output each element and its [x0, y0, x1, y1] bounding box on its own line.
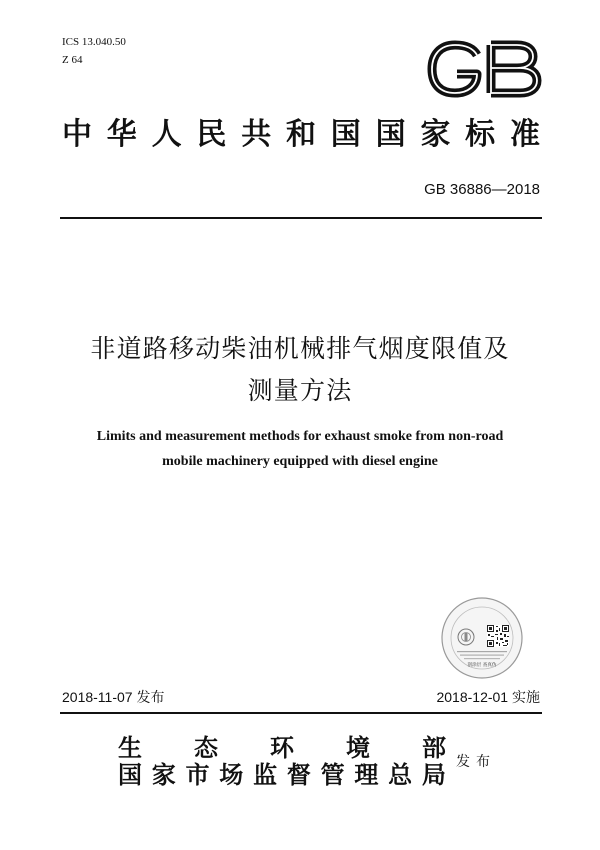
heading-char: 总 — [388, 760, 413, 789]
chinese-title-line-1: 非道路移动柴油机械排气烟度限值及 — [90, 334, 510, 363]
release-label: 发布 — [456, 754, 496, 770]
stamp-label: 刮涂层 查真伪 — [467, 663, 497, 668]
bottom-divider — [60, 712, 542, 714]
heading-char: 管 — [320, 760, 345, 789]
heading-char: 国 — [118, 760, 142, 789]
standard-number: GB 36886—2018 — [424, 181, 540, 198]
heading-char: 场 — [219, 760, 244, 789]
heading-char: 国 — [375, 117, 406, 152]
heading-char: 生 — [118, 733, 142, 762]
heading-char: 态 — [194, 733, 218, 762]
qr-code-icon — [487, 625, 509, 647]
heading-char: 人 — [151, 117, 182, 152]
top-divider — [60, 217, 542, 219]
heading-char: 家 — [151, 760, 176, 789]
gb-logo — [427, 40, 542, 98]
heading-char: 督 — [286, 760, 311, 789]
english-title-line-2: mobile machinery equipped with diesel engine — [162, 454, 438, 469]
heading-char: 共 — [241, 117, 272, 152]
heading-char: 局 — [421, 760, 446, 789]
heading-char: 华 — [106, 117, 137, 152]
issue-date: 2018-11-07 发布 — [62, 689, 165, 705]
national-standard-title — [62, 118, 540, 152]
ics-code: ICS 13.040.50 — [62, 36, 126, 48]
heading-char: 民 — [196, 117, 227, 152]
issuer-ministry — [118, 734, 446, 762]
heading-char: 监 — [253, 760, 278, 789]
heading-char: 部 — [422, 733, 446, 762]
heading-char: 环 — [270, 733, 294, 762]
heading-char: 理 — [354, 760, 379, 789]
heading-char: 市 — [185, 760, 210, 789]
issuer-samr — [118, 761, 446, 789]
heading-char: 和 — [285, 117, 316, 152]
heading-char: 家 — [420, 117, 451, 152]
heading-char: 中 — [62, 117, 92, 152]
ccs-code: Z 64 — [62, 54, 83, 66]
heading-char: 标 — [465, 117, 496, 152]
anti-counterfeit-stamp — [440, 596, 524, 680]
implementation-date: 2018-12-01 实施 — [436, 689, 540, 705]
heading-char: 准 — [509, 117, 540, 152]
english-title-line-1: Limits and measurement methods for exhaust smoke from non-road — [96, 429, 504, 444]
heading-char: 国 — [330, 117, 361, 152]
heading-char: 境 — [346, 733, 370, 762]
chinese-title-line-2: 测量方法 — [247, 376, 353, 405]
